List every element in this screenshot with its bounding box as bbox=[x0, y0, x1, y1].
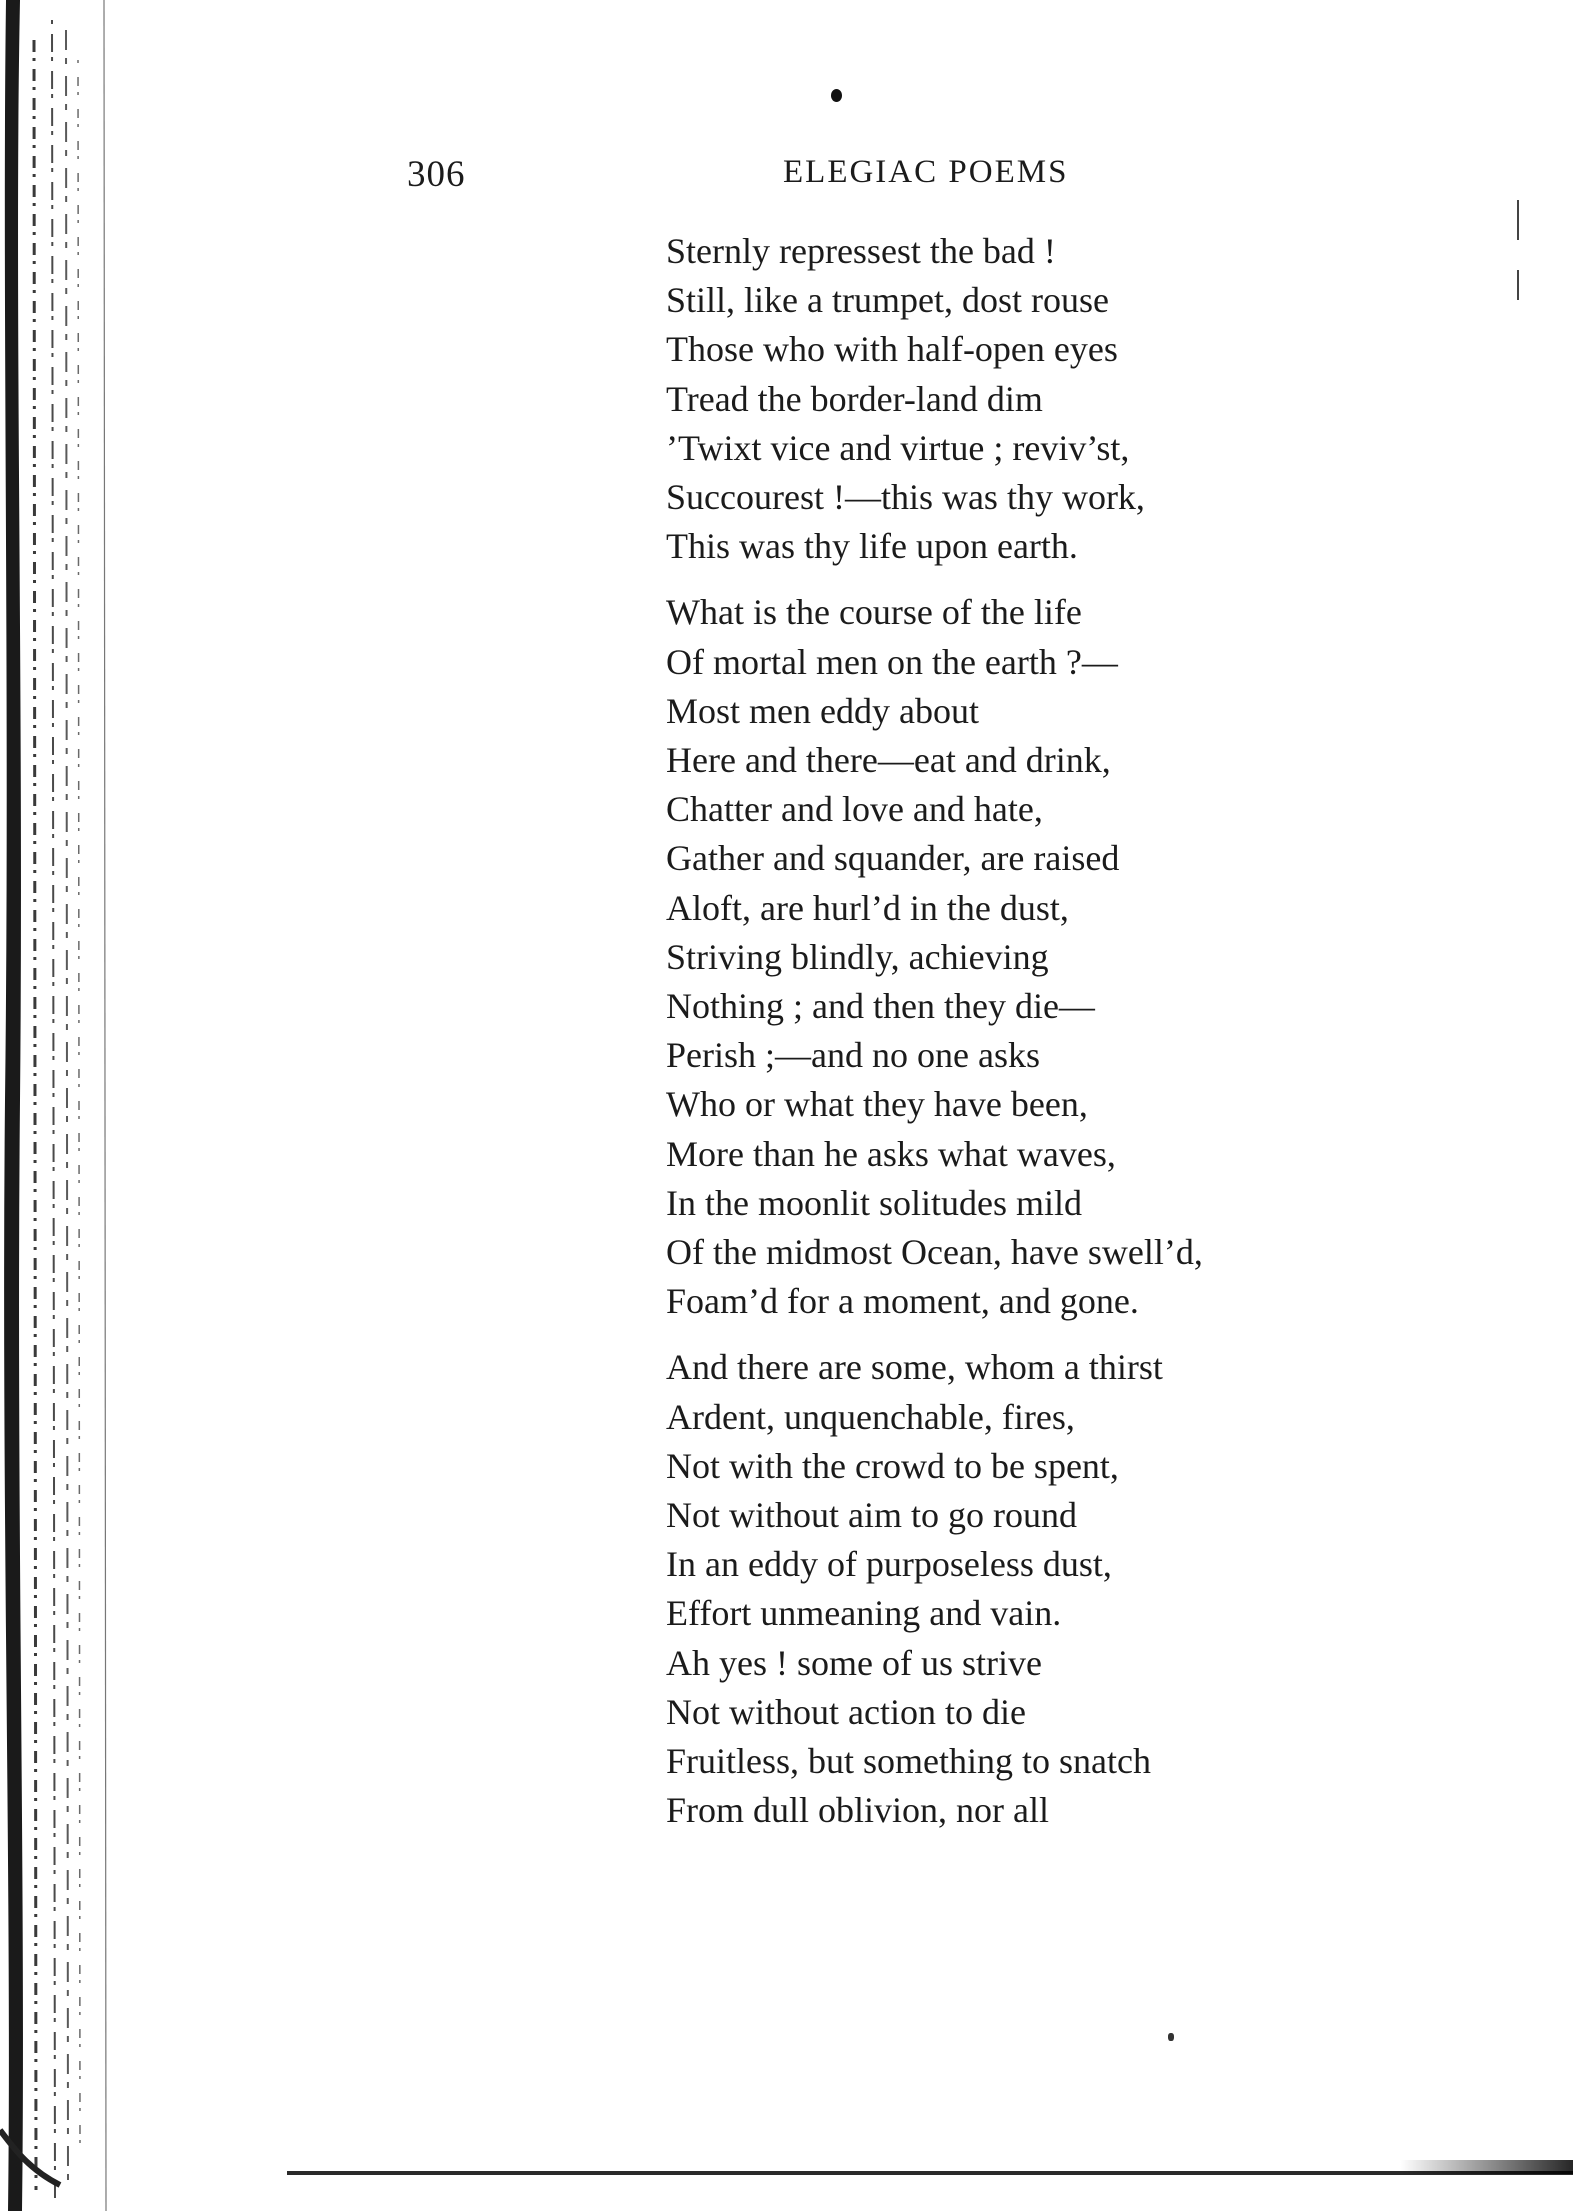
poem-line: Effort unmeaning and vain. bbox=[666, 1593, 1062, 1634]
book-binding-edge bbox=[0, 0, 120, 2211]
poem-line: More than he asks what waves, bbox=[666, 1133, 1116, 1174]
poem-line: Most men eddy about bbox=[666, 690, 979, 731]
poem-line: Nothing ; and then they die— bbox=[666, 986, 1095, 1027]
poem-line: Of mortal men on the earth ?— bbox=[666, 641, 1118, 682]
poem-line: Foam’d for a moment, and gone. bbox=[666, 1281, 1139, 1322]
poem-line: Here and there—eat and drink, bbox=[666, 740, 1111, 781]
poem-line: Fruitless, but something to snatch bbox=[666, 1741, 1151, 1782]
ink-dot bbox=[831, 89, 842, 102]
poem-line: Perish ;—and no one asks bbox=[666, 1035, 1040, 1076]
poem-line: Sternly repressest the bad ! bbox=[666, 231, 1056, 271]
poem-line: From dull oblivion, nor all bbox=[666, 1790, 1049, 1831]
stanza bbox=[666, 588, 1326, 1326]
stanza bbox=[666, 1343, 1326, 1835]
stanza bbox=[666, 227, 1326, 571]
poem-line: Still, like a trumpet, dost rouse bbox=[666, 280, 1109, 321]
running-title: ELEGIAC POEMS bbox=[783, 154, 1069, 190]
poem-line: Of the midmost Ocean, have swell’d, bbox=[666, 1232, 1203, 1273]
poem-line: Ah yes ! some of us strive bbox=[666, 1642, 1042, 1683]
page-bottom-edge bbox=[287, 2171, 1573, 2175]
poem-line: Ardent, unquenchable, fires, bbox=[666, 1396, 1075, 1437]
poem-line: Gather and squander, are raised bbox=[666, 838, 1120, 879]
poem-line: Chatter and love and hate, bbox=[666, 789, 1043, 830]
poem-line: In an eddy of purposeless dust, bbox=[666, 1544, 1112, 1585]
page-number: 306 bbox=[407, 154, 466, 195]
poem-line: What is the course of the life bbox=[666, 592, 1082, 633]
poem-line: ’Twixt vice and virtue ; reviv’st, bbox=[666, 427, 1130, 468]
poem-line: Not with the crowd to be spent, bbox=[666, 1445, 1119, 1486]
margin-mark bbox=[1517, 270, 1519, 300]
poem-line: Tread the border-land dim bbox=[666, 378, 1043, 419]
poem-line: Not without aim to go round bbox=[666, 1495, 1077, 1536]
poem-line: Not without action to die bbox=[666, 1691, 1026, 1732]
ink-speck bbox=[1168, 2033, 1174, 2041]
poem-line: Succourest !—this was thy work, bbox=[666, 477, 1145, 518]
poem-line: This was thy life upon earth. bbox=[666, 526, 1078, 567]
poem-line: And there are some, whom a thirst bbox=[666, 1347, 1163, 1388]
poem-body bbox=[666, 227, 1326, 1836]
poem-line: Who or what they have been, bbox=[666, 1084, 1088, 1125]
poem-line: Striving blindly, achieving bbox=[666, 936, 1049, 977]
page-corner-shadow bbox=[1400, 2160, 1573, 2174]
poem-line: Aloft, are hurl’d in the dust, bbox=[666, 887, 1069, 928]
poem-line: Those who with half-open eyes bbox=[666, 329, 1118, 370]
poem-line: In the moonlit solitudes mild bbox=[666, 1182, 1082, 1223]
margin-mark bbox=[1517, 200, 1519, 240]
